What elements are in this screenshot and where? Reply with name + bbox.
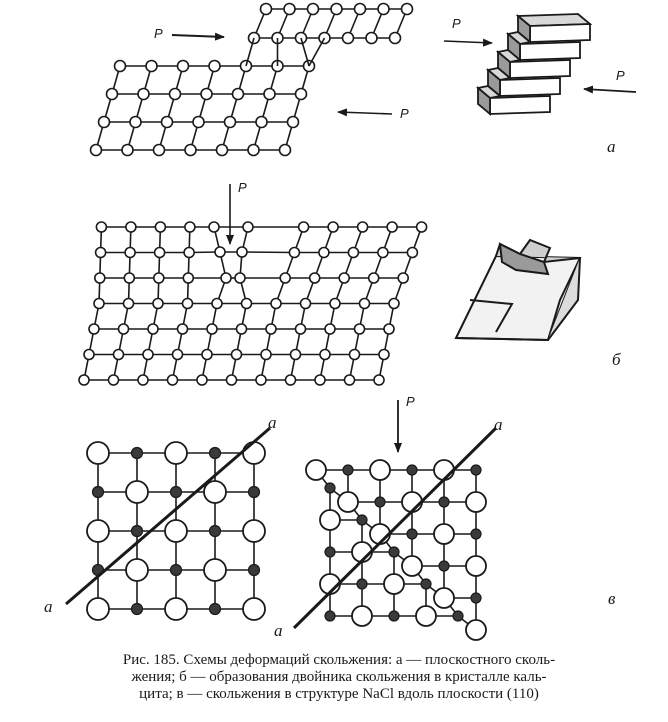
cl-ion [204, 559, 226, 581]
atom [209, 61, 220, 72]
force-arrow-twin [230, 180, 247, 244]
atom [308, 4, 319, 15]
nacl-lattice-after [306, 460, 486, 640]
na-ion [249, 565, 260, 576]
force-arrow-nacl [398, 394, 415, 452]
force-label: P [406, 394, 415, 409]
atom [256, 375, 266, 385]
atom [91, 145, 102, 156]
atom [126, 222, 136, 232]
atom [355, 4, 366, 15]
atom [96, 248, 106, 258]
atom [154, 145, 165, 156]
caption-line-2: жения; б — образования двойника скольжения в кристалле каль- [131, 669, 547, 685]
atom [217, 145, 228, 156]
atom [348, 248, 358, 258]
atom [146, 61, 157, 72]
atom [378, 4, 389, 15]
atom [330, 299, 340, 309]
na-ion [421, 579, 431, 589]
atom [389, 299, 399, 309]
atom [233, 89, 244, 100]
force-label: P [452, 16, 461, 31]
atom [374, 375, 384, 385]
na-ion [171, 565, 182, 576]
atom [114, 350, 124, 360]
cl-ion [370, 460, 390, 480]
atom [183, 273, 193, 283]
atom [183, 299, 193, 309]
atom [310, 273, 320, 283]
slip-block-staircase [478, 14, 590, 114]
atom [202, 350, 212, 360]
atom [339, 273, 349, 283]
atom [261, 4, 272, 15]
atom [360, 299, 370, 309]
atom [107, 89, 118, 100]
force-label: P [154, 26, 163, 41]
atom [286, 375, 296, 385]
atom [407, 248, 417, 258]
na-ion [471, 593, 481, 603]
atom [124, 299, 134, 309]
atom [207, 324, 217, 334]
atom [289, 248, 299, 258]
plane-label: a [44, 597, 53, 616]
cl-ion [466, 492, 486, 512]
atom [384, 324, 394, 334]
atom [237, 324, 247, 334]
na-ion [210, 526, 221, 537]
cl-ion [320, 510, 340, 530]
cl-ion [165, 442, 187, 464]
atom [115, 61, 126, 72]
atom [398, 273, 408, 283]
atom [378, 248, 388, 258]
atom [296, 89, 307, 100]
atom [125, 248, 135, 258]
atom [288, 117, 299, 128]
na-ion [249, 487, 260, 498]
atom [350, 350, 360, 360]
atom [331, 4, 342, 15]
cl-ion [243, 442, 265, 464]
atom [209, 222, 219, 232]
cl-ion [87, 442, 109, 464]
plane-label: a [494, 415, 503, 434]
na-ion [325, 611, 335, 621]
atom [197, 375, 207, 385]
figure-caption [34, 652, 644, 703]
atom [328, 222, 338, 232]
atom [130, 117, 141, 128]
na-ion [343, 465, 353, 475]
na-ion [210, 448, 221, 459]
cl-ion [87, 520, 109, 542]
atom [291, 350, 301, 360]
nacl-lattice-before [87, 442, 265, 620]
cl-ion [352, 606, 372, 626]
atom [201, 89, 212, 100]
na-ion [357, 515, 367, 525]
atom [261, 350, 271, 360]
atom [243, 222, 253, 232]
atom [264, 89, 275, 100]
atom [301, 299, 311, 309]
atom [96, 222, 106, 232]
atom [271, 299, 281, 309]
atom [138, 89, 149, 100]
atom [280, 273, 290, 283]
cl-ion [434, 588, 454, 608]
slip-lattice-a [91, 4, 413, 156]
atom [168, 375, 178, 385]
part-a-label: a [607, 137, 616, 156]
atom [248, 145, 259, 156]
atom [280, 145, 291, 156]
na-ion [210, 604, 221, 615]
na-ion [375, 497, 385, 507]
na-ion [132, 526, 143, 537]
cl-ion [384, 574, 404, 594]
plane-label: a [274, 621, 283, 640]
atom [320, 350, 330, 360]
cl-ion [243, 598, 265, 620]
atom [109, 375, 119, 385]
cl-ion [165, 520, 187, 542]
atom [343, 33, 354, 44]
cl-ion [434, 524, 454, 544]
atom [184, 248, 194, 258]
na-ion [357, 579, 367, 589]
atom [299, 222, 309, 232]
atom [358, 222, 368, 232]
cl-ion [402, 492, 422, 512]
atom [185, 145, 196, 156]
atom [319, 248, 329, 258]
atom [173, 350, 183, 360]
force-arrow-bottom-right [338, 106, 409, 121]
force-label: P [238, 180, 247, 195]
bond [309, 38, 325, 66]
atom [162, 117, 173, 128]
atom [215, 247, 225, 257]
cl-ion [243, 520, 265, 542]
cl-ion [204, 481, 226, 503]
atom [266, 324, 276, 334]
na-ion [471, 465, 481, 475]
atom [185, 222, 195, 232]
atom [235, 273, 245, 283]
atom [355, 324, 365, 334]
atom [221, 273, 231, 283]
twinned-calcite-block [456, 240, 580, 340]
caption-line-3: цита; в — скольжения в структуре NaCl вдоль плоскости (110) [139, 686, 539, 702]
cl-ion [466, 620, 486, 640]
na-ion [132, 604, 143, 615]
atom [84, 350, 94, 360]
atom [89, 324, 99, 334]
na-ion [471, 529, 481, 539]
atom [225, 117, 236, 128]
atom [232, 350, 242, 360]
atom [227, 375, 237, 385]
atom [178, 61, 189, 72]
na-ion [439, 497, 449, 507]
atom [124, 273, 134, 283]
cl-ion [402, 556, 422, 576]
atom [178, 324, 188, 334]
bond [242, 252, 294, 253]
atom [155, 222, 165, 232]
atom [325, 324, 335, 334]
atom [138, 375, 148, 385]
atom [296, 324, 306, 334]
atom [417, 222, 427, 232]
na-ion [389, 547, 399, 557]
atom [193, 117, 204, 128]
na-ion [325, 483, 335, 493]
part-c-label: в [608, 589, 616, 608]
na-ion [93, 487, 104, 498]
atom [387, 222, 397, 232]
atom [155, 248, 165, 258]
cl-ion [434, 460, 454, 480]
cl-ion [87, 598, 109, 620]
force-arrow-block-bottom [584, 68, 636, 92]
atom [379, 350, 389, 360]
cl-ion [466, 556, 486, 576]
force-arrow-top-left [154, 26, 224, 41]
cl-ion [165, 598, 187, 620]
atom [242, 299, 252, 309]
plane-label: a [268, 413, 277, 432]
force-arrow-block-top [444, 16, 492, 43]
atom [390, 33, 401, 44]
atom [153, 299, 163, 309]
na-ion [439, 561, 449, 571]
cl-ion [126, 559, 148, 581]
atom [79, 375, 89, 385]
slip-plane-before [44, 413, 277, 616]
na-ion [407, 529, 417, 539]
atom [402, 4, 413, 15]
atom [95, 273, 105, 283]
atom [143, 350, 153, 360]
na-ion [132, 448, 143, 459]
cl-ion [126, 481, 148, 503]
na-ion [389, 611, 399, 621]
atom [212, 299, 222, 309]
twin-lattice-b [79, 222, 427, 385]
caption-line-1: Рис. 185. Схемы деформаций скольжения: а — плоскостного сколь- [122, 652, 556, 668]
atom [366, 33, 377, 44]
atom [99, 117, 110, 128]
atom [237, 247, 247, 257]
atom [256, 117, 267, 128]
atom [122, 145, 133, 156]
cl-ion [338, 492, 358, 512]
atom [119, 324, 129, 334]
cl-ion [416, 606, 436, 626]
atom [148, 324, 158, 334]
atom [284, 4, 295, 15]
na-ion [453, 611, 463, 621]
force-label: P [616, 68, 625, 83]
cl-ion [306, 460, 326, 480]
force-label: P [400, 106, 409, 121]
atom [94, 299, 104, 309]
na-ion [171, 487, 182, 498]
atom [369, 273, 379, 283]
na-ion [407, 465, 417, 475]
part-b-label: б [612, 350, 621, 369]
atom [315, 375, 325, 385]
na-ion [325, 547, 335, 557]
atom [170, 89, 181, 100]
atom [154, 273, 164, 283]
atom [345, 375, 355, 385]
